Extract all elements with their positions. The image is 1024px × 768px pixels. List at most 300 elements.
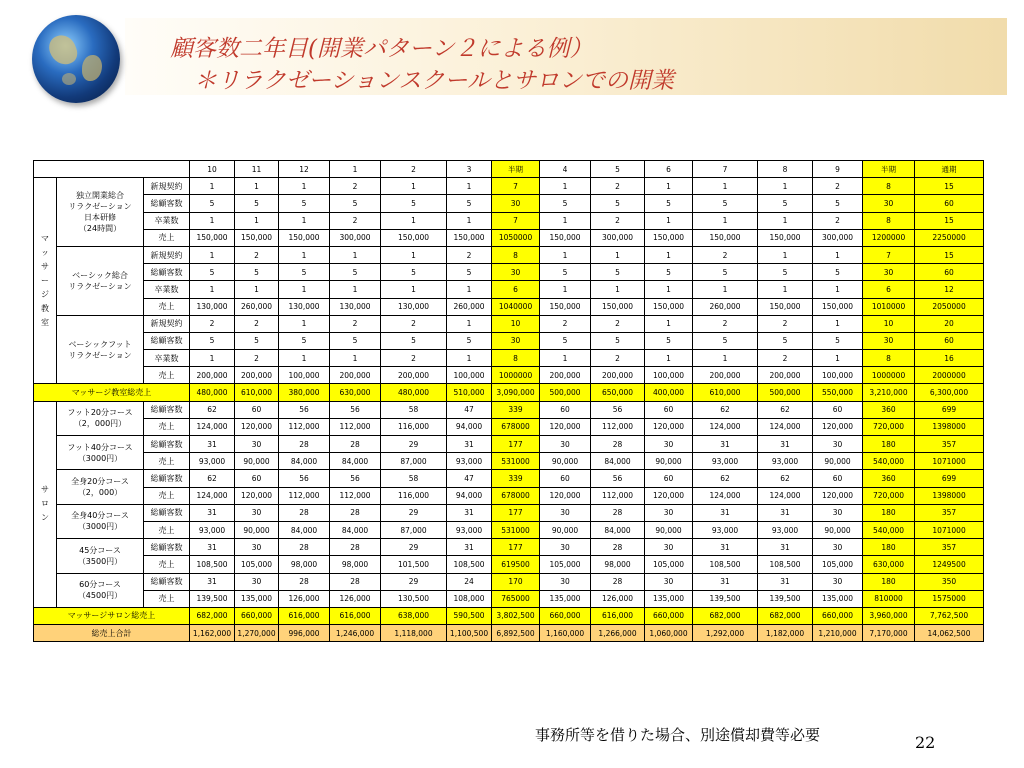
value-cell: 93,000 [693, 521, 758, 538]
value-cell: 5 [540, 195, 591, 212]
metric-label: 売上 [144, 229, 190, 246]
value-cell: 5 [540, 264, 591, 281]
value-cell: 1 [279, 281, 330, 298]
value-cell: 2 [235, 315, 279, 332]
value-cell: 28 [330, 504, 381, 521]
value-cell: 94,000 [447, 418, 492, 435]
value-cell: 350 [915, 573, 984, 590]
value-cell: 1 [190, 281, 235, 298]
course-name: ベーシックフット リラクゼーション [57, 315, 144, 384]
value-cell: 112,000 [279, 418, 330, 435]
value-cell: 60 [915, 195, 984, 212]
value-cell: 540,000 [863, 521, 915, 538]
value-cell: 90,000 [540, 521, 591, 538]
value-cell: 357 [915, 539, 984, 556]
value-cell: 7 [492, 212, 540, 229]
value-cell: 2 [381, 315, 447, 332]
column-header: 6 [645, 161, 693, 178]
value-cell: 112,000 [591, 418, 645, 435]
column-header: 2 [381, 161, 447, 178]
value-cell: 1 [813, 281, 863, 298]
value-cell: 120,000 [540, 487, 591, 504]
value-cell: 150,000 [591, 298, 645, 315]
value-cell: 56 [591, 401, 645, 418]
value-cell: 124,000 [693, 487, 758, 504]
value-cell: 5 [447, 264, 492, 281]
value-cell: 1 [813, 350, 863, 367]
value-cell: 90,000 [813, 453, 863, 470]
value-cell: 101,500 [381, 556, 447, 573]
value-cell: 60 [813, 401, 863, 418]
table-row [34, 315, 984, 332]
value-cell: 150,000 [235, 229, 279, 246]
value-cell: 5 [235, 332, 279, 349]
value-cell: 108,500 [758, 556, 813, 573]
value-cell: 1 [758, 281, 813, 298]
value-cell: 5 [591, 332, 645, 349]
subtotal-value: 682,000 [190, 607, 235, 624]
value-cell: 200,000 [235, 367, 279, 384]
value-cell: 30 [235, 504, 279, 521]
value-cell: 1 [190, 350, 235, 367]
value-cell: 30 [645, 436, 693, 453]
value-cell: 93,000 [190, 453, 235, 470]
subtotal-label: マッサージサロン総売上 [34, 607, 190, 624]
value-cell: 2050000 [915, 298, 984, 315]
subtotal-value: 650,000 [591, 384, 645, 401]
value-cell: 139,500 [190, 590, 235, 607]
value-cell: 90,000 [813, 521, 863, 538]
value-cell: 150,000 [540, 229, 591, 246]
subtotal-value: 500,000 [540, 384, 591, 401]
value-cell: 31 [758, 436, 813, 453]
value-cell: 150,000 [693, 229, 758, 246]
value-cell: 30 [540, 539, 591, 556]
value-cell: 5 [381, 332, 447, 349]
value-cell: 29 [381, 504, 447, 521]
value-cell: 150,000 [758, 229, 813, 246]
value-cell: 170 [492, 573, 540, 590]
value-cell: 60 [235, 470, 279, 487]
grand-total-value: 1,270,000 [235, 625, 279, 642]
value-cell: 62 [693, 401, 758, 418]
value-cell: 58 [381, 470, 447, 487]
value-cell: 5 [235, 264, 279, 281]
value-cell: 5 [693, 332, 758, 349]
value-cell: 90,000 [645, 453, 693, 470]
value-cell: 1 [813, 246, 863, 263]
value-cell: 8 [863, 350, 915, 367]
value-cell: 619500 [492, 556, 540, 573]
value-cell: 116,000 [381, 487, 447, 504]
value-cell: 150,000 [540, 298, 591, 315]
value-cell: 1010000 [863, 298, 915, 315]
grand-total-value: 14,062,500 [915, 625, 984, 642]
value-cell: 84,000 [591, 453, 645, 470]
value-cell: 15 [915, 212, 984, 229]
course-name: 60分コース （4500円） [57, 573, 144, 607]
value-cell: 150,000 [813, 298, 863, 315]
value-cell: 5 [758, 264, 813, 281]
value-cell: 1 [540, 281, 591, 298]
value-cell: 62 [190, 470, 235, 487]
table-row [34, 212, 984, 229]
value-cell: 62 [758, 470, 813, 487]
value-cell: 1 [330, 281, 381, 298]
column-header: 4 [540, 161, 591, 178]
value-cell: 540,000 [863, 453, 915, 470]
value-cell: 1000000 [492, 367, 540, 384]
value-cell: 31 [693, 539, 758, 556]
value-cell: 150,000 [645, 298, 693, 315]
table-row [34, 401, 984, 418]
value-cell: 5 [758, 195, 813, 212]
value-cell: 8 [492, 350, 540, 367]
column-header: 7 [693, 161, 758, 178]
value-cell: 120,000 [645, 418, 693, 435]
section-label: マ ッ サ ー ジ 教 室 [34, 178, 57, 384]
value-cell: 30 [813, 436, 863, 453]
subtotal-value: 610,000 [693, 384, 758, 401]
column-header: 11 [235, 161, 279, 178]
value-cell: 87,000 [381, 453, 447, 470]
value-cell: 200,000 [330, 367, 381, 384]
metric-label: 総顧客数 [144, 504, 190, 521]
subtotal-value: 682,000 [693, 607, 758, 624]
grand-total-value: 1,292,000 [693, 625, 758, 642]
value-cell: 2 [447, 246, 492, 263]
value-cell: 5 [813, 195, 863, 212]
value-cell: 31 [693, 573, 758, 590]
value-cell: 126,000 [330, 590, 381, 607]
value-cell: 150,000 [447, 229, 492, 246]
value-cell: 1 [330, 246, 381, 263]
value-cell: 1 [693, 281, 758, 298]
value-cell: 98,000 [591, 556, 645, 573]
table-row [34, 521, 984, 538]
value-cell: 2 [591, 212, 645, 229]
value-cell: 1 [758, 212, 813, 229]
value-cell: 20 [915, 315, 984, 332]
value-cell: 5 [758, 332, 813, 349]
metric-label: 総顧客数 [144, 401, 190, 418]
value-cell: 6 [492, 281, 540, 298]
value-cell: 120,000 [540, 418, 591, 435]
table-row [34, 436, 984, 453]
subtotal-value: 660,000 [813, 607, 863, 624]
subtotal-value: 400,000 [645, 384, 693, 401]
value-cell: 1 [279, 350, 330, 367]
value-cell: 30 [492, 332, 540, 349]
value-cell: 135,000 [540, 590, 591, 607]
value-cell: 1 [645, 350, 693, 367]
value-cell: 2 [540, 315, 591, 332]
value-cell: 105,000 [645, 556, 693, 573]
value-cell: 2 [693, 315, 758, 332]
metric-label: 売上 [144, 453, 190, 470]
value-cell: 720,000 [863, 418, 915, 435]
value-cell: 112,000 [279, 487, 330, 504]
value-cell: 1 [381, 246, 447, 263]
metric-label: 売上 [144, 556, 190, 573]
column-header: 半期 [863, 161, 915, 178]
column-header: 9 [813, 161, 863, 178]
table-row [34, 453, 984, 470]
value-cell: 2 [693, 246, 758, 263]
value-cell: 56 [279, 401, 330, 418]
value-cell: 130,000 [381, 298, 447, 315]
value-cell: 62 [693, 470, 758, 487]
grand-total-value: 1,100,500 [447, 625, 492, 642]
value-cell: 8 [863, 178, 915, 195]
value-cell: 31 [190, 504, 235, 521]
value-cell: 1 [645, 212, 693, 229]
value-cell: 120,000 [813, 418, 863, 435]
value-cell: 1 [447, 178, 492, 195]
value-cell: 31 [758, 573, 813, 590]
value-cell: 360 [863, 470, 915, 487]
value-cell: 5 [447, 195, 492, 212]
value-cell: 200,000 [540, 367, 591, 384]
metric-label: 総顧客数 [144, 436, 190, 453]
value-cell: 1 [447, 315, 492, 332]
value-cell: 10 [863, 315, 915, 332]
value-cell: 84,000 [279, 521, 330, 538]
value-cell: 1 [190, 178, 235, 195]
value-cell: 124,000 [190, 418, 235, 435]
page-title: 顧客数二年目(開業パターン２による例） [170, 36, 593, 62]
value-cell: 15 [915, 246, 984, 263]
value-cell: 124,000 [190, 487, 235, 504]
grand-total-value: 7,170,000 [863, 625, 915, 642]
value-cell: 2000000 [915, 367, 984, 384]
value-cell: 7 [863, 246, 915, 263]
value-cell: 180 [863, 539, 915, 556]
value-cell: 260,000 [447, 298, 492, 315]
value-cell: 5 [190, 264, 235, 281]
table-row [34, 418, 984, 435]
value-cell: 93,000 [447, 521, 492, 538]
value-cell: 8 [492, 246, 540, 263]
metric-label: 新規契約 [144, 178, 190, 195]
metric-label: 売上 [144, 418, 190, 435]
value-cell: 108,000 [447, 590, 492, 607]
value-cell: 56 [330, 401, 381, 418]
metric-label: 売上 [144, 590, 190, 607]
grand-total-value: 1,060,000 [645, 625, 693, 642]
subtotal-value: 660,000 [645, 607, 693, 624]
value-cell: 60 [915, 332, 984, 349]
table-row [34, 573, 984, 590]
column-header: 10 [190, 161, 235, 178]
value-cell: 678000 [492, 418, 540, 435]
subtotal-value: 630,000 [330, 384, 381, 401]
value-cell: 531000 [492, 453, 540, 470]
value-cell: 30 [813, 504, 863, 521]
table-row [34, 178, 984, 195]
value-cell: 108,500 [190, 556, 235, 573]
value-cell: 300,000 [813, 229, 863, 246]
value-cell: 130,000 [190, 298, 235, 315]
value-cell: 30 [540, 573, 591, 590]
value-cell: 116,000 [381, 418, 447, 435]
value-cell: 720,000 [863, 487, 915, 504]
course-name: 45分コース （3500円） [57, 539, 144, 573]
value-cell: 2 [758, 315, 813, 332]
table-row [34, 298, 984, 315]
value-cell: 5 [279, 264, 330, 281]
course-name: ベーシック総合 リラクゼーション [57, 246, 144, 315]
value-cell: 1 [381, 281, 447, 298]
value-cell: 2 [330, 315, 381, 332]
value-cell: 5 [381, 195, 447, 212]
value-cell: 300,000 [330, 229, 381, 246]
value-cell: 90,000 [645, 521, 693, 538]
value-cell: 2 [591, 178, 645, 195]
subtotal-value: 638,000 [381, 607, 447, 624]
value-cell: 105,000 [235, 556, 279, 573]
value-cell: 2 [330, 178, 381, 195]
value-cell: 100,000 [813, 367, 863, 384]
value-cell: 10 [492, 315, 540, 332]
value-cell: 260,000 [693, 298, 758, 315]
value-cell: 6 [863, 281, 915, 298]
value-cell: 84,000 [330, 453, 381, 470]
value-cell: 28 [279, 436, 330, 453]
value-cell: 31 [693, 504, 758, 521]
value-cell: 5 [190, 195, 235, 212]
value-cell: 630,000 [863, 556, 915, 573]
value-cell: 28 [330, 436, 381, 453]
value-cell: 5 [190, 332, 235, 349]
value-cell: 28 [279, 539, 330, 556]
value-cell: 1 [693, 212, 758, 229]
value-cell: 1 [381, 212, 447, 229]
value-cell: 105,000 [813, 556, 863, 573]
value-cell: 5 [330, 195, 381, 212]
metric-label: 総顧客数 [144, 332, 190, 349]
value-cell: 28 [330, 573, 381, 590]
course-name: 独立開業総合 リラクゼーション 日本研修 （24時間） [57, 178, 144, 247]
metric-label: 総顧客数 [144, 573, 190, 590]
value-cell: 699 [915, 401, 984, 418]
value-cell: 24 [447, 573, 492, 590]
value-cell: 126,000 [591, 590, 645, 607]
subtotal-value: 6,300,000 [915, 384, 984, 401]
metric-label: 売上 [144, 487, 190, 504]
table-row [34, 539, 984, 556]
value-cell: 1 [279, 246, 330, 263]
value-cell: 200,000 [381, 367, 447, 384]
value-cell: 31 [190, 539, 235, 556]
value-cell: 30 [492, 195, 540, 212]
sales-table [33, 160, 984, 642]
value-cell: 5 [645, 332, 693, 349]
subtotal-row [34, 384, 984, 401]
value-cell: 30 [645, 504, 693, 521]
value-cell: 5 [645, 195, 693, 212]
value-cell: 47 [447, 401, 492, 418]
metric-label: 売上 [144, 521, 190, 538]
value-cell: 1 [693, 178, 758, 195]
value-cell: 2 [235, 350, 279, 367]
table-row [34, 590, 984, 607]
value-cell: 135,000 [645, 590, 693, 607]
value-cell: 1 [235, 212, 279, 229]
value-cell: 5 [813, 332, 863, 349]
value-cell: 1 [447, 281, 492, 298]
value-cell: 108,500 [447, 556, 492, 573]
value-cell: 1050000 [492, 229, 540, 246]
value-cell: 84,000 [591, 521, 645, 538]
table-row [34, 470, 984, 487]
value-cell: 1040000 [492, 298, 540, 315]
value-cell: 2 [813, 178, 863, 195]
value-cell: 31 [758, 539, 813, 556]
value-cell: 29 [381, 436, 447, 453]
value-cell: 112,000 [330, 418, 381, 435]
page-number: 22 [915, 733, 936, 752]
value-cell: 1 [235, 178, 279, 195]
value-cell: 5 [447, 332, 492, 349]
value-cell: 30 [235, 436, 279, 453]
value-cell: 31 [190, 573, 235, 590]
globe-logo [32, 15, 120, 103]
value-cell: 339 [492, 470, 540, 487]
value-cell: 200,000 [190, 367, 235, 384]
value-cell: 1 [645, 315, 693, 332]
subtotal-value: 7,762,500 [915, 607, 984, 624]
value-cell: 150,000 [758, 298, 813, 315]
value-cell: 139,500 [758, 590, 813, 607]
value-cell: 56 [330, 470, 381, 487]
value-cell: 150,000 [190, 229, 235, 246]
subtotal-value: 550,000 [813, 384, 863, 401]
value-cell: 339 [492, 401, 540, 418]
value-cell: 1398000 [915, 418, 984, 435]
value-cell: 60 [915, 264, 984, 281]
value-cell: 31 [190, 436, 235, 453]
value-cell: 30 [645, 539, 693, 556]
table-row [34, 264, 984, 281]
column-header: 1 [330, 161, 381, 178]
table-row [34, 487, 984, 504]
value-cell: 130,000 [279, 298, 330, 315]
value-cell: 100,000 [279, 367, 330, 384]
value-cell: 1 [330, 350, 381, 367]
column-header: 5 [591, 161, 645, 178]
subtotal-label: マッサージ教室総売上 [34, 384, 190, 401]
value-cell: 699 [915, 470, 984, 487]
value-cell: 2 [813, 212, 863, 229]
value-cell: 1 [447, 350, 492, 367]
value-cell: 5 [591, 264, 645, 281]
value-cell: 2 [381, 350, 447, 367]
value-cell: 5 [645, 264, 693, 281]
value-cell: 30 [492, 264, 540, 281]
metric-label: 卒業数 [144, 350, 190, 367]
value-cell: 2 [758, 350, 813, 367]
value-cell: 1 [279, 315, 330, 332]
value-cell: 31 [447, 504, 492, 521]
value-cell: 31 [758, 504, 813, 521]
subtotal-value: 616,000 [330, 607, 381, 624]
value-cell: 30 [540, 436, 591, 453]
value-cell: 1 [447, 212, 492, 229]
value-cell: 90,000 [540, 453, 591, 470]
value-cell: 15 [915, 178, 984, 195]
value-cell: 5 [279, 195, 330, 212]
